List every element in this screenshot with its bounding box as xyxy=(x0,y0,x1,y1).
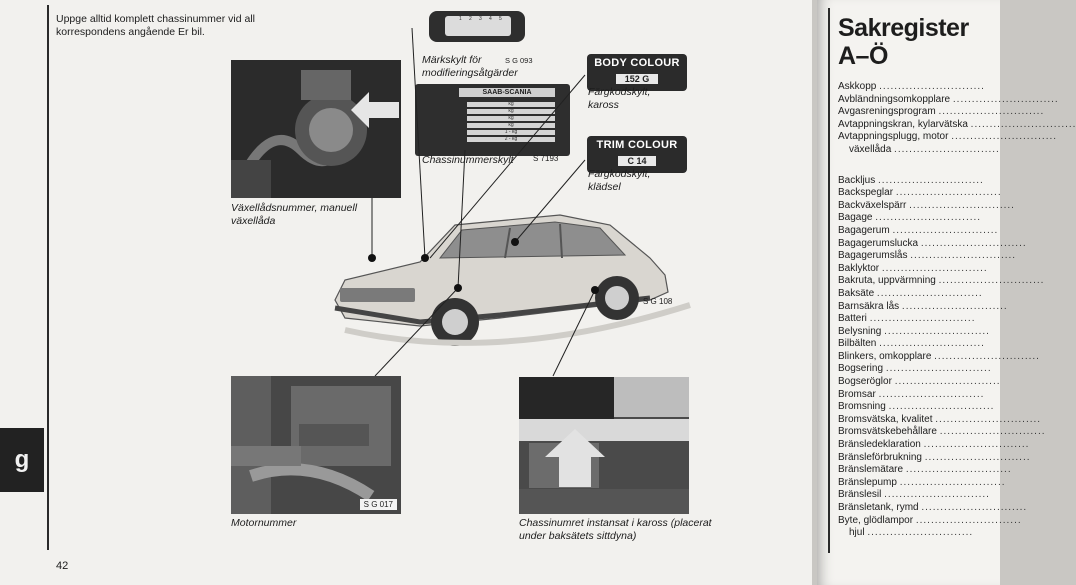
mark-cell-4: 4 xyxy=(489,16,492,22)
index-entry[interactable]: Bromsning ............................ xyxy=(838,401,995,413)
index-entry[interactable]: växellåda ............................ xyxy=(849,143,1000,155)
index-entry[interactable]: Batteri ............................ xyxy=(838,313,976,325)
index-entry[interactable]: Blinkers, omkopplare ............................ xyxy=(838,350,1040,362)
trim-colour-caption: Färgkodskylt, klädsel xyxy=(588,168,651,193)
index-entry[interactable]: Byte, glödlampor ............................ xyxy=(838,514,1022,526)
chassis-plate-caption: Chassinummerskylt xyxy=(422,154,514,166)
index-entry[interactable]: Backljus ............................ xyxy=(838,174,984,186)
engine-caption: Motornummer xyxy=(231,517,297,529)
plate-brand: SAAB-SCANIA xyxy=(459,88,555,97)
trim-colour-value: C 14 xyxy=(618,156,655,166)
index-entry[interactable]: Bränsledeklaration ............................ xyxy=(838,439,1030,451)
plate-row: 1 - kg xyxy=(467,130,555,135)
intro-text: Uppge alltid komplett chassinummer vid all korrespondens angående Er bil. xyxy=(56,13,256,38)
index-entry[interactable]: Bagagerum ............................ xyxy=(838,224,999,236)
plate-row: kg xyxy=(467,102,555,107)
index-entry[interactable]: Barnsäkra lås ............................ xyxy=(838,300,1008,312)
chassis-stamp-photo xyxy=(519,377,689,514)
index-entry[interactable]: Bränslemätare ............................ xyxy=(838,464,1012,476)
index-entry[interactable]: Backväxelspärr ............................ xyxy=(838,199,1015,211)
index-list xyxy=(838,81,1076,540)
body-colour-value: 152 G xyxy=(616,74,659,84)
page-number: 42 xyxy=(56,560,69,572)
index-entry[interactable]: Bilbälten ............................ xyxy=(838,338,985,350)
car-drawing xyxy=(335,215,690,346)
index-entry[interactable]: Baklyktor ............................ xyxy=(838,262,988,274)
plate-row: kg xyxy=(467,116,555,121)
engine-photo-art xyxy=(231,376,401,514)
engine-photo xyxy=(231,376,401,514)
index-entry[interactable]: Baksäte ............................ xyxy=(838,287,983,299)
right-page xyxy=(817,0,1076,585)
index-entry[interactable]: Avbländningsomkopplare ............................ xyxy=(838,93,1059,105)
index-title-line1: Sakregister xyxy=(838,14,969,42)
index-rule xyxy=(828,8,830,553)
plate-row: kg xyxy=(467,109,555,114)
index-entry[interactable]: Bränsleförbrukning ............................ xyxy=(838,451,1031,463)
index-entry[interactable]: Bagage ............................ xyxy=(838,212,982,224)
index-entry[interactable]: hjul ............................ xyxy=(849,527,974,539)
mark-plate-caption: Märkskylt för modifieringsåtgärder xyxy=(422,54,518,79)
index-entry[interactable]: Bagagerumslås ............................ xyxy=(838,250,1017,262)
chassis-plate-code: S 7193 xyxy=(533,154,559,163)
index-entry[interactable]: Bakruta, uppvärmning ............................ xyxy=(838,275,1045,287)
index-entry[interactable]: Bränslesil ............................ xyxy=(838,489,990,501)
mark-cell-5: 5 xyxy=(499,16,502,22)
index-entry[interactable]: Avtappningskran, kylarvätska ............................ xyxy=(838,118,1076,130)
index-entry[interactable]: Bromsvätskebehållare ............................ xyxy=(838,426,1046,438)
index-entry[interactable]: Bränsletank, rymd ............................ xyxy=(838,502,1028,513)
mark-cell-2: 2 xyxy=(469,16,472,22)
body-colour-caption: Färgkodskylt, kaross xyxy=(588,86,651,111)
chassis-stamp-caption: Chassinumret instansat i kaross (placerat under baksätets sittdyna) xyxy=(519,517,712,542)
index-entry[interactable]: Bromsvätska, kvalitet ............................ xyxy=(838,413,1042,425)
engine-photo-code: S G 017 xyxy=(360,499,397,510)
index-title xyxy=(838,14,969,70)
index-entry[interactable]: Bränslepump ............................ xyxy=(838,476,1006,488)
plate-row: kg xyxy=(467,123,555,128)
index-entry[interactable]: Askkopp ............................ xyxy=(838,81,985,92)
chapter-tab: g xyxy=(0,428,44,492)
body-colour-title: BODY COLOUR xyxy=(594,57,680,69)
index-entry[interactable]: Belysning ............................ xyxy=(838,325,990,337)
mark-plate-code: S G 093 xyxy=(505,56,533,65)
index-entry[interactable]: Bogsering ............................ xyxy=(838,363,992,375)
car-code: S G 108 xyxy=(643,297,673,306)
trim-colour-title: TRIM COLOUR xyxy=(596,139,678,151)
index-entry[interactable]: Bogseröglor ............................ xyxy=(838,376,1001,388)
index-entry[interactable]: Avtappningsplugg, motor ............................ xyxy=(838,131,1058,143)
chassis-stamp-art xyxy=(519,377,689,514)
index-title-line2: A–Ö xyxy=(838,42,888,70)
index-entry[interactable]: Avgasreningsprogram ............................ xyxy=(838,106,1045,118)
index-entry[interactable]: Bagagerumslucka ............................ xyxy=(838,237,1027,249)
gearbox-caption: Växellådsnummer, manuell växellåda xyxy=(231,202,358,227)
index-entry[interactable]: Backspeglar ............................ xyxy=(838,187,1002,199)
plate-row: 2 - kg xyxy=(467,137,555,142)
mark-cell-3: 3 xyxy=(479,16,482,22)
mark-cell-1: 1 xyxy=(459,16,462,22)
index-entry[interactable]: Bromsar ............................ xyxy=(838,388,985,400)
